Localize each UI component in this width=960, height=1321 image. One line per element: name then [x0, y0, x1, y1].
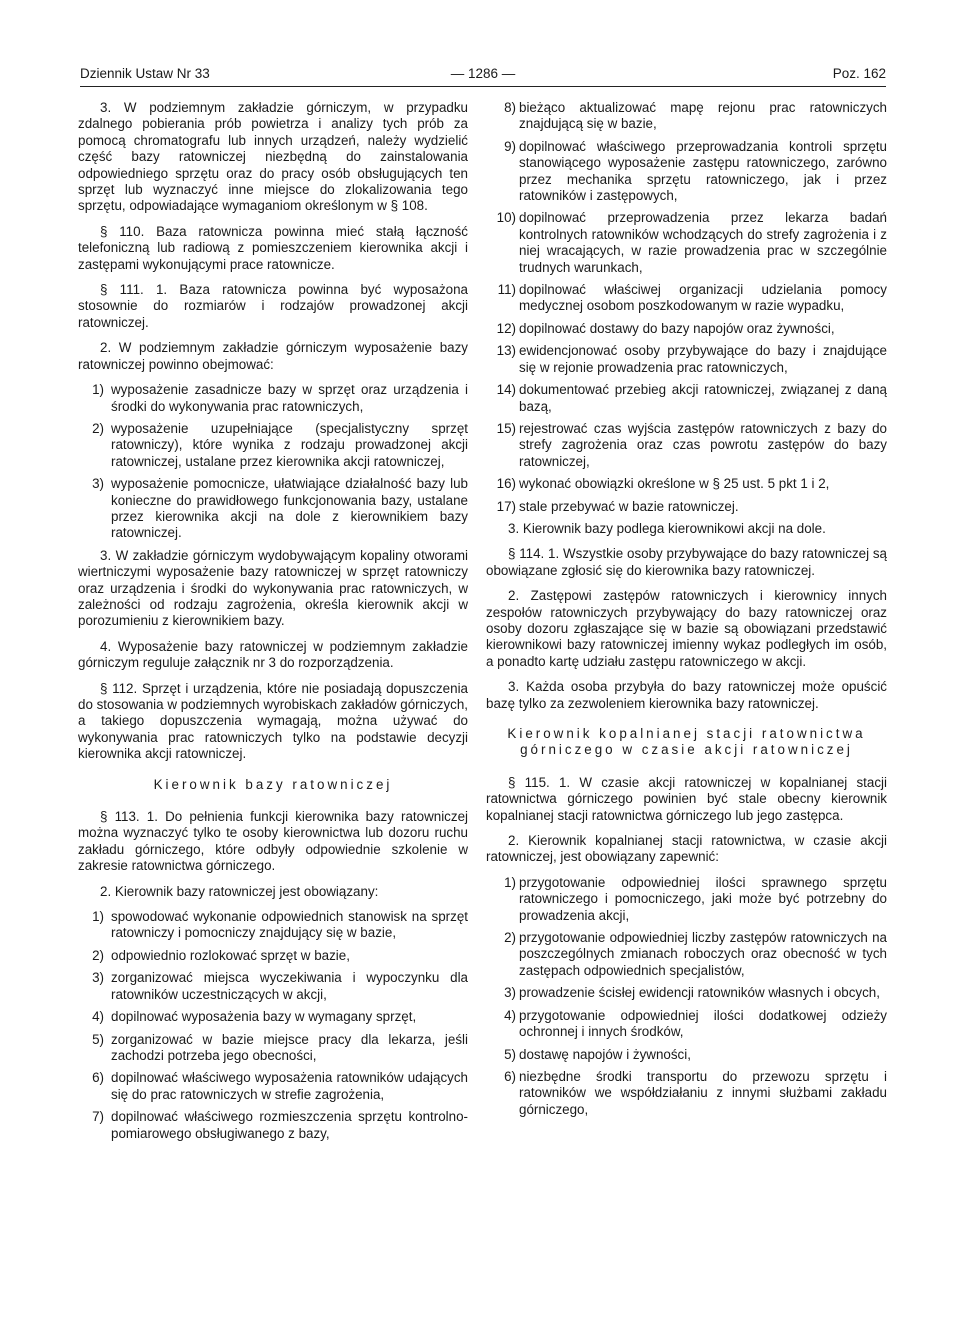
page-header — [80, 66, 886, 87]
list-text: dostawę napojów i żywności, — [519, 1046, 691, 1062]
list-item — [486, 930, 887, 979]
paragraph: 2. W podziemnym zakładzie górniczym wyposażenie bazy ratowniczej powinno obejmować: — [78, 340, 468, 372]
list-number: 2) — [504, 930, 516, 946]
list-text: dopilnować przeprowadzenia przez lekarza badań kontrolnych ratowników wchodzących do strefy zagrożenia i z niej wracających, w razie prowadzenia prac w szczególnie trudnych warunkach, — [519, 210, 887, 275]
position-number: Poz. 162 — [832, 66, 886, 81]
list-text: zorganizować miejsca wyczekiwania i wypoczynku dla ratowników uczestniczących w akcji, — [111, 970, 468, 1002]
list-number: 4) — [92, 1009, 104, 1025]
list-item — [486, 875, 887, 924]
list-number: 5) — [92, 1031, 104, 1047]
list-item — [486, 139, 887, 205]
list-text: dopilnować właściwego rozmieszczenia sprzętu kontrolno-pomiarowego obsługiwanego z bazy, — [111, 1109, 468, 1141]
list — [486, 875, 887, 1118]
list-item — [486, 210, 887, 276]
paragraph: 4. Wyposażenie bazy ratowniczej w podziemnym zakładzie górniczym reguluje załącznik nr 3 do rozporządzenia. — [78, 638, 468, 671]
list-number: 17) — [496, 498, 516, 514]
list-item — [486, 282, 887, 315]
list-item — [486, 321, 887, 337]
journal-title: Dziennik Ustaw Nr 33 — [80, 66, 210, 81]
list-item — [486, 1008, 887, 1041]
list-text: zorganizować w bazie miejsce pracy dla lekarza, jeśli zachodzi potrzeba jego obecności, — [111, 1031, 468, 1063]
list-item — [486, 382, 887, 415]
list-number: 11) — [497, 282, 516, 298]
list-text: przygotowanie odpowiedniej liczby zastępów ratowniczych na poszczególnych zmianach roboczych oraz obecność w tych zastępach odpowiednich specjalistów, — [519, 930, 887, 978]
paragraph: § 110. Baza ratownicza powinna mieć stałą łączność telefoniczną lub radiową z pomieszczeniem kierownika akcji i zastępami wykonującymi prace ratownicze. — [78, 223, 468, 272]
list — [78, 909, 468, 1142]
list-text: wykonać obowiązki określone w § 25 ust. 5 pkt 1 i 2, — [519, 476, 830, 492]
list-item — [78, 476, 468, 542]
list-item — [78, 421, 468, 470]
section-heading: Kierownik bazy ratowniczej — [153, 776, 393, 792]
list-text: dopilnować wyposażenia bazy w wymagany sprzęt, — [111, 1009, 417, 1025]
list-number: 7) — [92, 1109, 104, 1125]
list-item — [486, 421, 887, 470]
list-text: ewidencjonować osoby przybywające do bazy i znajdujące się w rejonie prowadzenia prac ratowniczych, — [519, 343, 887, 375]
list-text: dopilnować właściwego przeprowadzania kontroli sprzętu stanowiącego wyposażenie zastępu ratowniczego, zarówno przez mechanika sprzętu ratowniczego, jak i przez ratowników i zastępowych, — [519, 138, 887, 204]
list-text: bieżąco aktualizować mapę rejonu prac ratowniczych znajdującą się w bazie, — [519, 100, 887, 132]
list-number: 3) — [92, 970, 104, 986]
list-number: 8) — [504, 100, 516, 115]
list-number: 14) — [496, 382, 516, 398]
list-text: wyposażenie zasadnicze bazy w sprzęt oraz urządzenia i środki do wykonywania prac ratowniczych, — [111, 382, 468, 414]
list-number: 1) — [92, 909, 104, 925]
list-item — [78, 382, 468, 415]
paragraph: 2. Zastępowi zastępów ratowniczych i kierownicy innych zespołów ratowniczych przybywający do bazy ratowniczej oraz osoby dozoru zgłaszające się w bazie są obowiązani przedstawić kierownikowi bazy ratowniczej imienny wykaz podległych im osób, a ponadto kartę udziału zastępu ratowniczego w akcji. — [486, 588, 887, 669]
list-item — [78, 1109, 468, 1142]
list-item — [78, 1070, 468, 1103]
paragraph: 2. Kierownik kopalnianej stacji ratownictwa, w czasie akcji ratowniczej, jest obowiązany zapewnić: — [486, 833, 887, 865]
list-number: 13) — [496, 343, 516, 359]
list-item — [78, 1009, 468, 1025]
paragraph: 3. Każda osoba przybyła do bazy ratowniczej może opuścić bazę tylko za zezwoleniem kierownika bazy ratowniczej. — [486, 679, 887, 711]
list-number: 6) — [504, 1068, 516, 1084]
list-text: niezbędne środki transportu do przewozu sprzętu i ratowników we współdziałaniu z innymi służbami zakładu górniczego, — [519, 1068, 887, 1117]
paragraph: 3. W zakładzie górniczym wydobywającym kopaliny otworami wiertniczymi wyposażenie bazy ratowniczej w sprzęt ratowniczy oraz urządzenia i środki do wykonywania prac ratowniczych, w zależności od rodzaju zagrożenia, określa kierownik akcji w porozumieniu z kierownikiem bazy. — [78, 547, 468, 629]
list-number: 9) — [504, 138, 516, 154]
list-text: stale przebywać w bazie ratowniczej. — [519, 498, 739, 514]
page-number: — 1286 — — [450, 66, 516, 81]
list-item — [78, 948, 468, 964]
list-number: 2) — [92, 420, 104, 436]
list-item — [486, 476, 887, 492]
list-item — [486, 499, 887, 515]
list-text: przygotowanie odpowiedniej ilości dodatkowej odzieży ochronnej i innych środków, — [519, 1007, 887, 1040]
list-text: prowadzenie ścisłej ewidencji ratowników własnych i obcych, — [519, 985, 880, 1001]
list-text: przygotowanie odpowiedniej ilości sprawnego sprzętu ratowniczego i pomocniczego, jaki może być potrzebny do prowadzenia akcji, — [519, 874, 887, 923]
list-text: rejestrować czas wyjścia zastępów ratowniczych z bazy do strefy zagrożenia oraz czas powrotu zastępów do bazy ratowniczej, — [519, 420, 887, 469]
list-item — [486, 1069, 887, 1118]
list-text: dopilnować dostawy do bazy napojów oraz żywności, — [519, 320, 835, 336]
list-number: 3) — [92, 476, 104, 492]
list-item — [486, 343, 887, 376]
list-text: dokumentować przebieg akcji ratowniczej, związanej z daną bazą, — [519, 382, 887, 414]
paragraph: 2. Kierownik bazy ratowniczej jest obowiązany: — [100, 883, 379, 899]
list-text: dopilnować właściwej organizacji udzielania pomocy medycznej osobom poszkodowanym w razie wypadku, — [519, 282, 887, 314]
list-text: wyposażenie pomocnicze, ułatwiające działalność bazy lub konieczne do prawidłowego funkcjonowania bazy, ustalane przez kierownika akcji na dole z kierownikiem bazy ratowniczej. — [111, 476, 468, 541]
right-column — [486, 100, 887, 1124]
list-text: spowodować wykonanie odpowiednich stanowisk na sprzęt ratowniczy i pomocniczy znajdujący się w bazie, — [111, 909, 468, 941]
list-item — [78, 909, 468, 942]
list-text: wyposażenie uzupełniające (specjalistyczny sprzęt ratowniczy), które wynika z rodzaju prowadzonej akcji ratowniczej, ustalane przez kierownika akcji ratowniczej, — [111, 420, 468, 469]
left-column — [78, 100, 468, 1148]
paragraph: 3. W podziemnym zakładzie górniczym, w przypadku zdalnego pobierania prób powietrza i analizy tych prób za pomocą chromatografu lub innych urządzeń, należy wydzielić część bazy ratowniczej niezbędną do zainstalowania odpowiedniego sprzętu oraz do pracy osób obsługujących ten sprzęt lub wyznaczyć inne miejsce do zlokalizowania tego sprzętu, odpowiadające wymaganiom określonym w § 108. — [78, 100, 468, 214]
list-item — [486, 1047, 887, 1063]
paragraph: § 113. 1. Do pełnienia funkcji kierownika bazy ratowniczej można wyznaczyć tylko te osoby kierownictwa lub dozoru ruchu zakładu górniczego, które odbyły odpowiednie szkolenie w zakresie ratownictwa górniczego. — [78, 809, 468, 874]
list-number: 12) — [496, 320, 516, 336]
list — [486, 100, 887, 515]
list-item — [486, 985, 887, 1001]
paragraph: § 114. 1. Wszystkie osoby przybywające do bazy ratowniczej są obowiązane zgłosić się do kierownika bazy ratowniczej. — [486, 546, 887, 578]
list-number: 3) — [504, 985, 516, 1001]
list — [78, 382, 468, 542]
list-number: 1) — [504, 874, 516, 890]
list-item — [486, 100, 887, 133]
paragraph: § 115. 1. W czasie akcji ratowniczej w kopalnianej stacji ratownictwa górniczego powinien być stale obecny kierownik kopalnianej stacji ratownictwa górniczego lub jego zastępca. — [486, 774, 887, 823]
list-item — [78, 1032, 468, 1065]
list-item — [78, 970, 468, 1003]
list-number: 5) — [504, 1046, 516, 1062]
list-text: odpowiednio rozlokować sprzęt w bazie, — [111, 947, 350, 963]
section-heading: górniczego w czasie akcji ratowniczej — [520, 742, 853, 758]
list-number: 16) — [496, 476, 516, 492]
list-number: 2) — [92, 947, 104, 963]
list-text: dopilnować właściwego wyposażenia ratowników udających się do prac ratowniczych w strefie zagrożenia, — [111, 1070, 468, 1102]
list-number: 10) — [496, 210, 516, 226]
section-heading: Kierownik kopalnianej stacji ratownictwa — [507, 726, 866, 741]
list-number: 1) — [92, 382, 104, 398]
paragraph: 3. Kierownik bazy podlega kierownikowi akcji na dole. — [508, 520, 826, 536]
list-number: 6) — [92, 1070, 104, 1086]
list-number: 4) — [504, 1007, 516, 1023]
paragraph: § 112. Sprzęt i urządzenia, które nie posiadają dopuszczenia do stosowania w podziemnych wyrobiskach zakładów górniczych, a takiego dopuszczenia wymagają, można używać do wykonywania prac ratowniczych tylko na podstawie decyzji kierownika akcji ratowniczej. — [78, 680, 469, 762]
list-number: 15) — [496, 420, 516, 436]
paragraph: § 111. 1. Baza ratownicza powinna być wyposażona stosownie do rozmiarów i rodzajów prowadzonej akcji ratowniczej. — [78, 282, 468, 330]
